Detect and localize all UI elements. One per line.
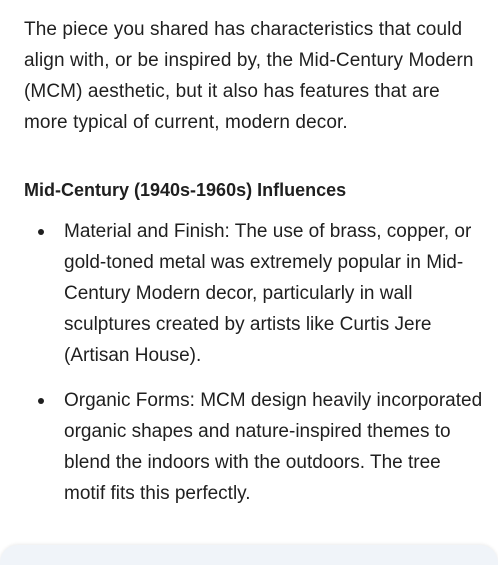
- bullet-text: Organic Forms: MCM design heavily incorporated organic shapes and nature-inspired themes to blend the indoors with the outdoors. The tree motif fits this perfectly.: [64, 390, 483, 504]
- intro-paragraph: The piece you shared has characteristics that could align with, or be inspired by, the Mid-Century Modern (MCM) aesthetic, but it also has features that are more typical of current, modern decor.: [24, 19, 474, 133]
- bullet-icon: [38, 229, 44, 235]
- input-bar-edge: [0, 545, 498, 565]
- section-heading: Mid-Century (1940s-1960s) Influences: [24, 180, 347, 200]
- bullet-text: Material and Finish: The use of brass, copper, or gold-toned metal was extremely popular in Mid-Century Modern decor, particularly in wall sculptures created by artists like Curtis Jere (Artisan House).: [64, 221, 472, 366]
- bullet-list: [24, 216, 486, 509]
- list-item: [24, 216, 486, 371]
- list-item: [24, 385, 486, 509]
- bullet-icon: [38, 398, 44, 404]
- response-content: [24, 14, 486, 523]
